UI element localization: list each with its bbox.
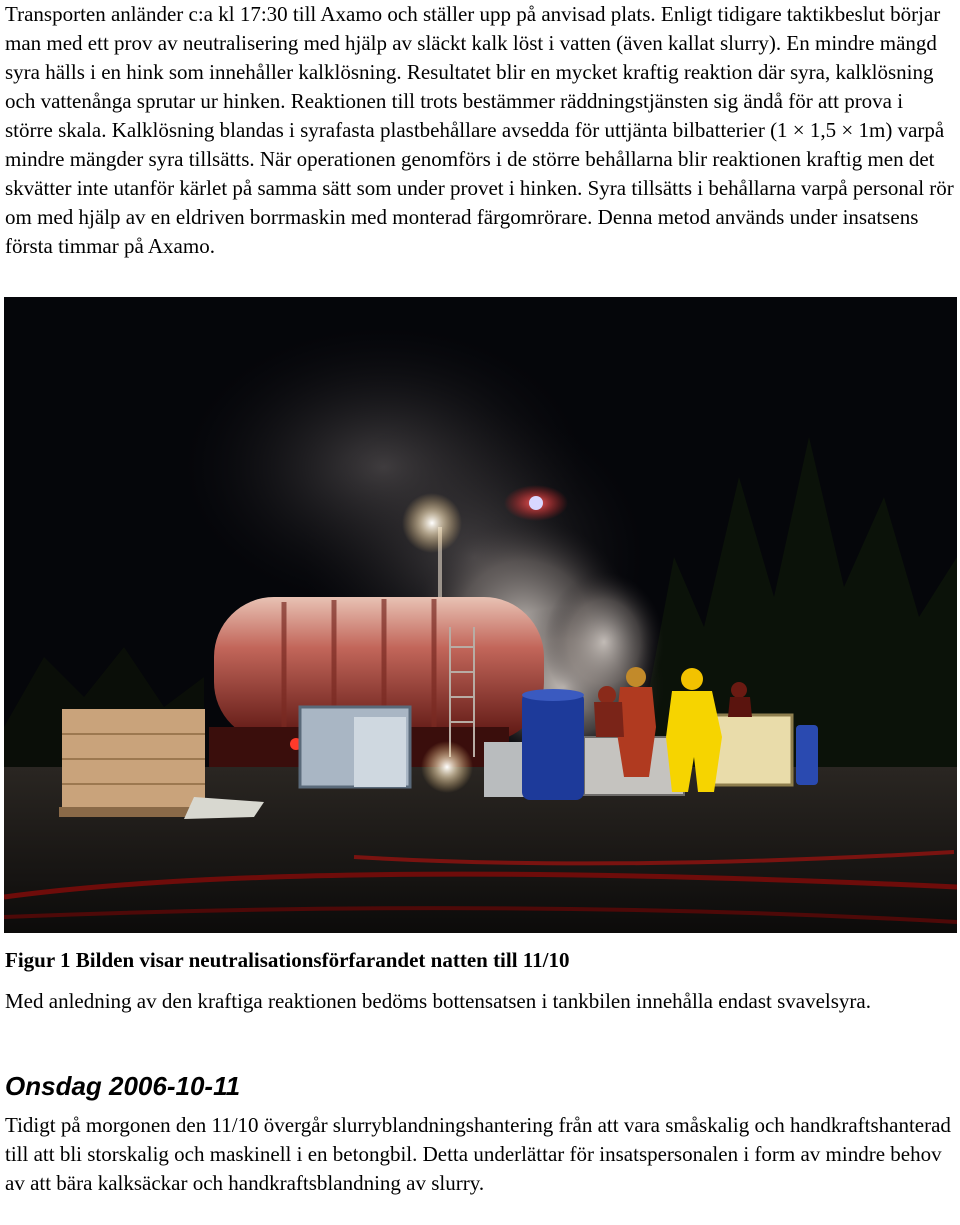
morning-paragraph: Tidigt på morgonen den 11/10 övergår slurryblandningshantering från att vara småskalig och handkraftshanterad till att bli storskalig och maskinell i en betongbil. Detta underlättar för insatspersonalen i form av mindre behov av att bära kalksäckar och handkraftsblandning av slurry. (5, 1113, 951, 1195)
photo-illustration (4, 297, 957, 933)
night-neutralization-photo (4, 297, 957, 933)
intro-paragraph: Transporten anländer c:a kl 17:30 till Axamo och ställer upp på anvisad plats. Enligt tidigare taktikbeslut börjar man med ett prov av neutralisering med hjälp av släckt kalk löst i vatten (även kallat slurry). En mindre mängd syra hälls i en hink som innehåller kalklösning. Resultatet blir en mycket kraftig reaktion där syra, kalklösning och vattenånga sprutar ur hinken. Reaktionen till trots bestämmer räddningstjänsten sig ändå för att prova i större skala. Kalklösning blandas i syrafasta plastbehållare avsedda för uttjänta bilbatterier (1 × 1,5 × 1m) varpå mindre mängder syra tillsätts. När operationen genomförs i de större behållarna blir reaktionen kraftig men det skvätter inte utanför kärlet på samma sätt som under provet i hinken. Syra tillsätts i behållarna varpå personal rör om med hjälp av en eldriven borrmaskin med monterad färgomrörare. Denna metod används under insatsens första timmar på Axamo. (5, 2, 954, 258)
figure-caption: Figur 1 Bilden visar neutralisationsförfarandet natten till 11/10 (5, 948, 570, 972)
section-heading: Onsdag 2006-10-11 (5, 1071, 241, 1101)
after-caption-paragraph: Med anledning av den kraftiga reaktionen bedöms bottensatsen i tankbilen innehålla endast svavelsyra. (5, 989, 871, 1013)
